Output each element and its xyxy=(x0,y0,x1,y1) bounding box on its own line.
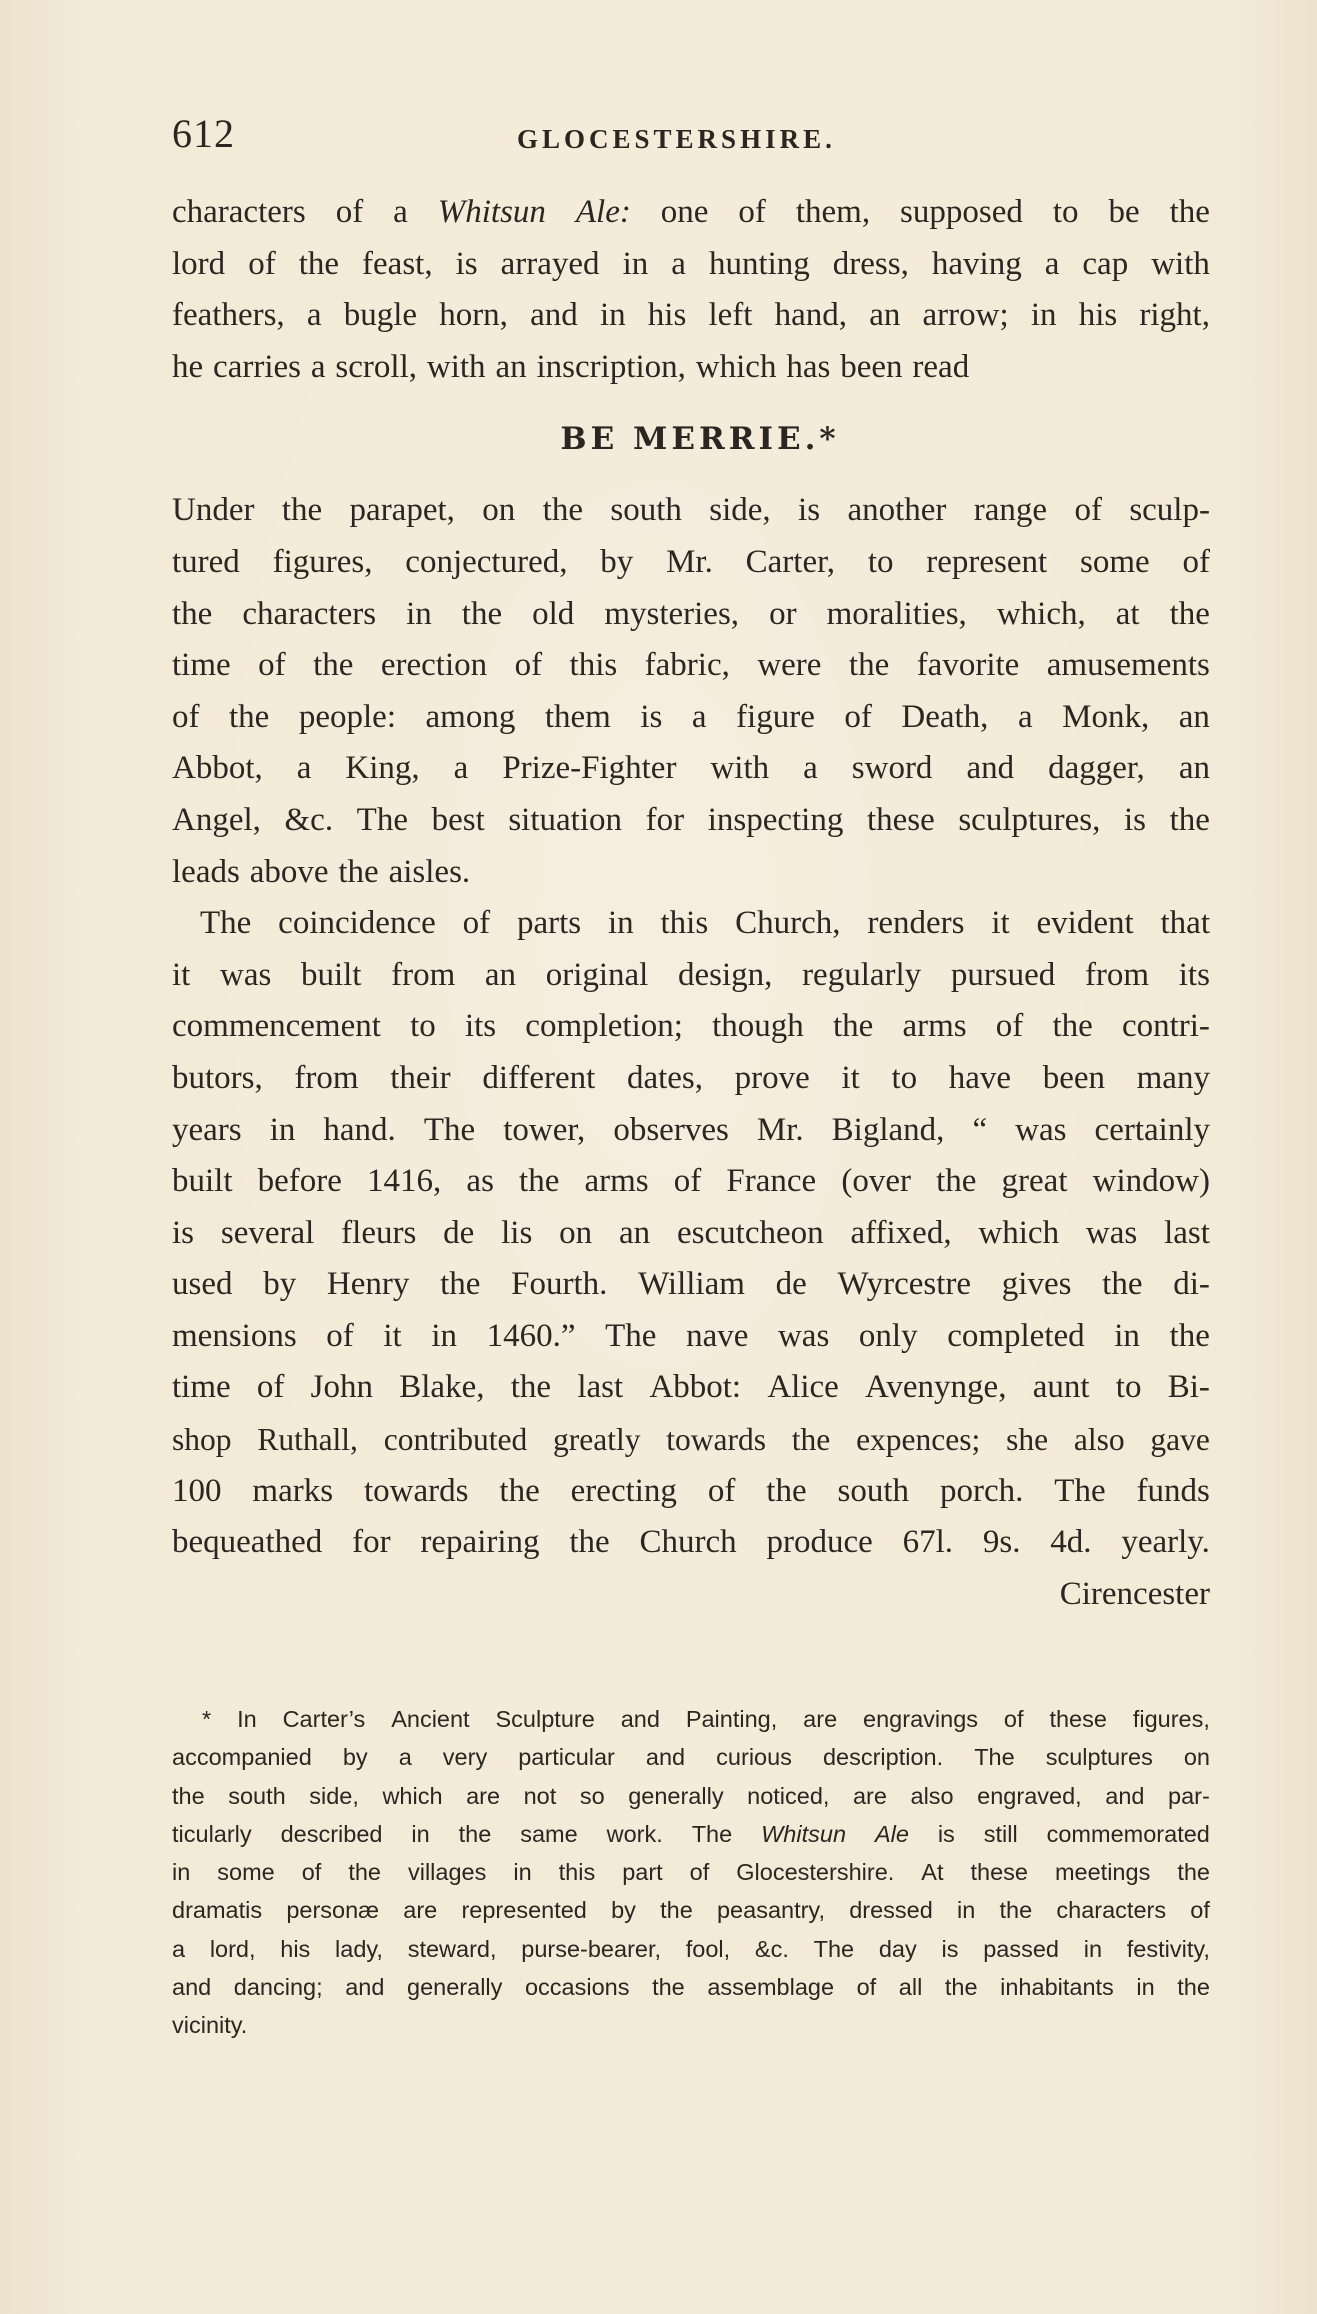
catchword: Cirencester xyxy=(1059,1575,1210,1612)
text-line: of the people: among them is a figure of Death, a Monk, an xyxy=(172,698,1210,735)
text-line: years in hand. The tower, observes Mr. Bigland, “ was certainly xyxy=(172,1111,1210,1148)
text-line: butors, from their different dates, prove it to have been many xyxy=(172,1059,1210,1096)
text-line: it was built from an original design, regularly pursued from its xyxy=(172,956,1210,993)
text-line: feathers, a bugle horn, and in his left hand, an arrow; in his right, xyxy=(172,297,1210,334)
footnote-line: the south side, which are not so generally noticed, are also engraved, and par- xyxy=(172,1782,1210,1809)
footnote-line: * In Carter’s Ancient Sculpture and Painting, are engravings of these figures, xyxy=(202,1706,1210,1732)
text-line: The coincidence of parts in this Church, renders it evident that xyxy=(200,905,1210,942)
text-line: 100 marks towards the erecting of the south porch. The funds xyxy=(172,1472,1210,1509)
page-header xyxy=(172,110,1210,166)
footnote-line: vicinity. xyxy=(172,2012,248,2039)
blackletter-inscription: BE MERRIE.* xyxy=(560,421,840,458)
text-line: tured figures, conjectured, by Mr. Carter, to represent some of xyxy=(172,543,1210,580)
text-line: is several fleurs de lis on an escutcheon affixed, which was last xyxy=(172,1214,1210,1251)
page-number: 612 xyxy=(172,111,235,156)
text-line: leads above the aisles. xyxy=(172,853,471,890)
text-line: time of the erection of this fabric, were the favorite amusements xyxy=(172,647,1210,684)
text-line: commencement to its completion; though the arms of the contri- xyxy=(172,1008,1210,1045)
footnote-line: in some of the villages in this part of Glocestershire. At these meetings the xyxy=(172,1859,1210,1886)
text-line: used by Henry the Fourth. William de Wyrcestre gives the di- xyxy=(172,1266,1210,1303)
text-line: characters of a Whitsun Ale: one of them, supposed to be the xyxy=(172,194,1210,230)
text-line: built before 1416, as the arms of France (over the great window) xyxy=(172,1163,1210,1200)
text-line: Abbot, a King, a Prize-Fighter with a sword and dagger, an xyxy=(172,750,1210,787)
text-line: mensions of it in 1460.” The nave was only completed in the xyxy=(172,1317,1210,1354)
text-line: he carries a scroll, with an inscription, which has been read xyxy=(172,348,970,385)
footnote xyxy=(172,1700,1210,2045)
text-line: bequeathed for repairing the Church produce 67l. 9s. 4d. yearly. xyxy=(172,1524,1210,1561)
footnote-line: a lord, his lady, steward, purse-bearer, fool, &c. The day is passed in festivity, xyxy=(172,1935,1210,1962)
text-line: lord of the feast, is arrayed in a hunting dress, having a cap with xyxy=(172,245,1210,282)
footnote-line: dramatis personæ are represented by the peasantry, dressed in the characters of xyxy=(172,1897,1210,1924)
text-line: time of John Blake, the last Abbot: Alice Avenynge, aunt to Bi- xyxy=(172,1369,1210,1406)
main-text xyxy=(172,187,1210,1620)
text-line: shop Ruthall, contributed greatly towards the expences; she also gave xyxy=(172,1422,1210,1458)
text-line: Angel, &c. The best situation for inspecting these sculptures, is the xyxy=(172,801,1210,838)
footnote-line: accompanied by a very particular and curious description. The sculptures on xyxy=(172,1744,1210,1771)
footnote-line: ticularly described in the same work. The Whitsun Ale is still commemorated xyxy=(172,1820,1210,1847)
text-line: Under the parapet, on the south side, is another range of sculp- xyxy=(172,492,1210,529)
text-line: the characters in the old mysteries, or moralities, which, at the xyxy=(172,595,1210,632)
footnote-line: and dancing; and generally occasions the assemblage of all the inhabitants in the xyxy=(172,1974,1210,2001)
running-title: GLOCESTERSHIRE. xyxy=(517,124,836,154)
